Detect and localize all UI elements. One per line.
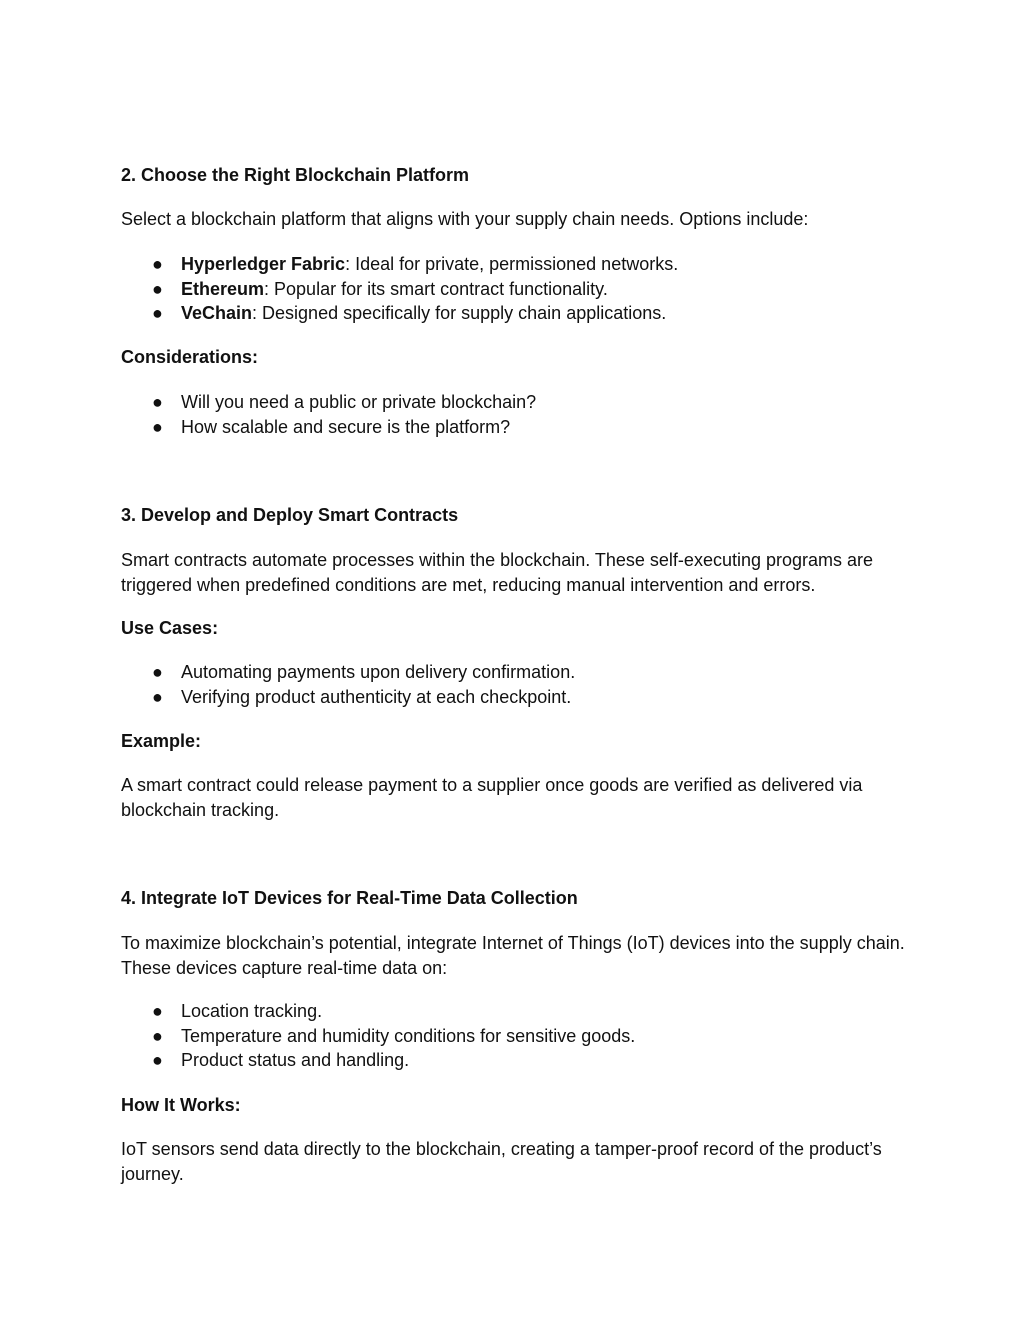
option-desc: : Popular for its smart contract functionality. [264,278,608,299]
bullet-icon: ● [152,686,163,707]
section-3-intro: Smart contracts automate processes within the blockchain. These self-executing programs are triggered when predefined conditions are met, reducing manual intervention and errors. [121,550,874,595]
how-it-works-heading: How It Works: [121,1095,241,1115]
list-item-text: Location tracking. [181,1001,323,1021]
list-item [121,301,911,326]
list-item-text: Verifying product authenticity at each checkpoint. [181,686,572,707]
list-item [121,1048,911,1073]
use-cases-heading: Use Cases: [121,618,219,638]
bullet-icon: ● [152,254,163,274]
list-item-text: Will you need a public or private blockchain? [181,392,537,412]
list-item [121,252,911,277]
bullet-icon: ● [152,662,163,682]
list-item-text: Temperature and humidity conditions for sensitive goods. [181,1025,636,1046]
section-3-heading: 3. Develop and Deploy Smart Contracts [121,505,459,525]
considerations-heading: Considerations: [121,347,259,367]
bullet-icon: ● [152,278,163,299]
option-desc: : Designed specifically for supply chain applications. [252,303,667,323]
list-item-text: Product status and handling. [181,1050,410,1070]
example-text: A smart contract could release payment to a supplier once goods are verified as delivered via blockchain tracking. [121,775,863,820]
list-item [121,415,911,440]
iot-data-list [121,999,911,1073]
list-item [121,999,911,1024]
bullet-icon: ● [152,1050,163,1070]
list-item [121,685,911,710]
bullet-icon: ● [152,416,163,437]
section-2-intro: Select a blockchain platform that aligns with your supply chain needs. Options include: [121,209,809,229]
bullet-icon: ● [152,392,163,412]
list-item [121,390,911,415]
list-item-text: Automating payments upon delivery confirmation. [181,662,576,682]
platform-options-list [121,252,911,326]
list-item [121,1024,911,1049]
list-item-text: How scalable and secure is the platform? [181,416,511,437]
considerations-list [121,390,911,439]
use-cases-list [121,660,911,709]
option-term: Ethereum [181,278,265,299]
list-item [121,277,911,302]
bullet-icon: ● [152,303,163,323]
section-4-heading: 4. Integrate IoT Devices for Real-Time Data Collection [121,888,578,908]
option-term: VeChain [181,303,253,323]
section-4-intro: To maximize blockchain’s potential, integrate Internet of Things (IoT) devices into the supply chain. These devices capture real-time data on: [121,933,905,978]
example-heading: Example: [121,731,202,751]
list-item [121,660,911,685]
section-2-heading: 2. Choose the Right Blockchain Platform [121,165,470,185]
bullet-icon: ● [152,1001,163,1021]
option-term: Hyperledger Fabric [181,254,346,274]
bullet-icon: ● [152,1025,163,1046]
option-desc: : Ideal for private, permissioned networks. [345,254,679,274]
how-it-works-text: IoT sensors send data directly to the blockchain, creating a tamper-proof record of the product’s journey. [121,1139,882,1184]
